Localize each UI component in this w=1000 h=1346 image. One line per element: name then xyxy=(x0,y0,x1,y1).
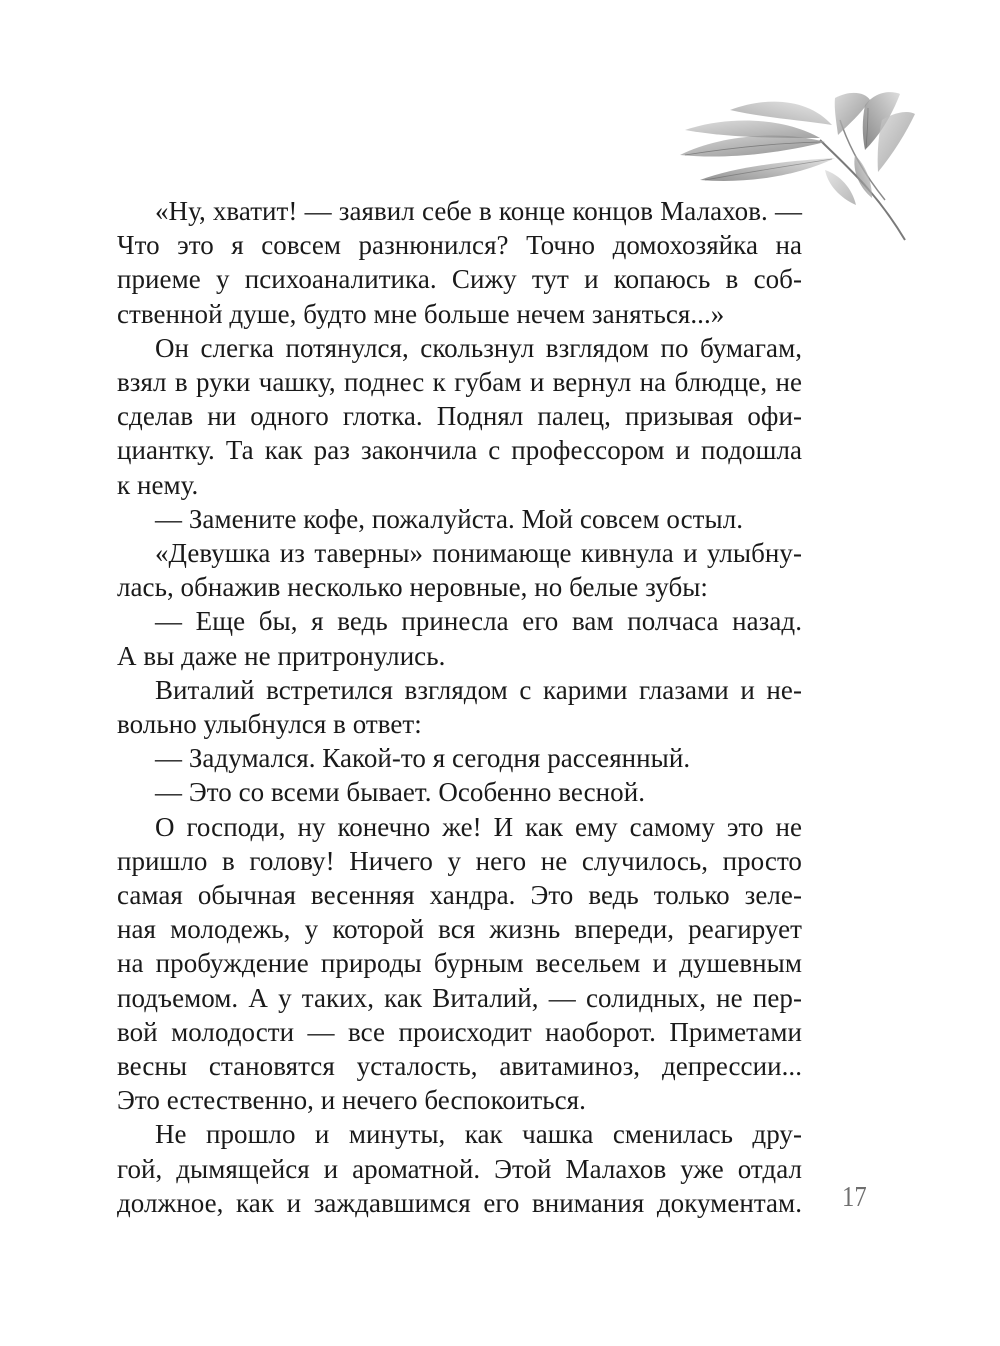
text-line: циантку. Та как раз закончила с профессором и подошла xyxy=(117,435,802,466)
text-line: пришло в голову! Ничего у него не случилось, просто xyxy=(117,845,802,876)
text-line: подъемом. А у таких, как Виталий, — солидных, не пер- xyxy=(117,982,802,1013)
text-line: ственной душе, будто мне больше нечем заняться...» xyxy=(117,298,725,329)
text-line: гой, дымящейся и ароматной. Этой Малахов уже отдал xyxy=(117,1153,802,1184)
text-line: ная молодежь, у которой вся жизнь впереди, реагирует xyxy=(117,914,802,945)
text-line: Виталий встретился взглядом с карими глазами и не- xyxy=(155,674,802,705)
text-line: Это естественно, и нечего беспокоиться. xyxy=(117,1085,586,1116)
text-line: «Ну, хватит! — заявил себе в конце концов Малахов. — xyxy=(155,196,802,226)
text-line: — Еще бы, я ведь принесла его вам полчаса назад. xyxy=(155,606,802,637)
text-line: А вы даже не притронулись. xyxy=(117,640,446,671)
text-line: к нему. xyxy=(117,469,199,500)
page-number: 17 xyxy=(842,1181,867,1213)
text-line: на пробуждение природы бурным весельем и душевным xyxy=(117,948,802,979)
text-line: Что это я совсем разнюнился? Точно домохозяйка на xyxy=(117,230,802,261)
text-line: самая обычная весенняя хандра. Это ведь только зеле- xyxy=(117,880,802,911)
text-line: О господи, ну конечно же! И как ему самому это не xyxy=(155,811,802,842)
text-line: приеме у психоаналитика. Сижу тут и копаюсь в соб- xyxy=(117,264,802,295)
text-line: — Задумался. Какой-то я сегодня рассеянный. xyxy=(155,743,691,774)
text-line: вой молодости — все происходит наоборот. Приметами xyxy=(117,1016,802,1047)
text-line: — Замените кофе, пожалуйста. Мой совсем остыл. xyxy=(155,503,744,534)
text-line: — Это со всеми бывает. Особенно весной. xyxy=(155,777,646,808)
text-line: Он слегка потянулся, скользнул взглядом по бумагам, xyxy=(155,332,802,363)
text-line: вольно улыбнулся в ответ: xyxy=(117,709,422,740)
text-line: сделав ни одного глотка. Поднял палец, призывая офи- xyxy=(117,401,802,432)
text-line: «Девушка из таверны» понимающе кивнула и улыбну- xyxy=(155,538,802,569)
text-line: взял в руки чашку, поднес к губам и вернул на блюдце, не xyxy=(117,367,802,398)
text-line: весны становятся усталость, авитаминоз, депрессии... xyxy=(117,1051,802,1082)
text-line: лась, обнажив несколько неровные, но белые зубы: xyxy=(117,572,708,603)
body-text xyxy=(117,194,802,1220)
text-line: Не прошло и минуты, как чашка сменилась дру- xyxy=(155,1119,802,1150)
text-line: должное, как и заждавшимся его внимания документам. xyxy=(117,1187,802,1218)
